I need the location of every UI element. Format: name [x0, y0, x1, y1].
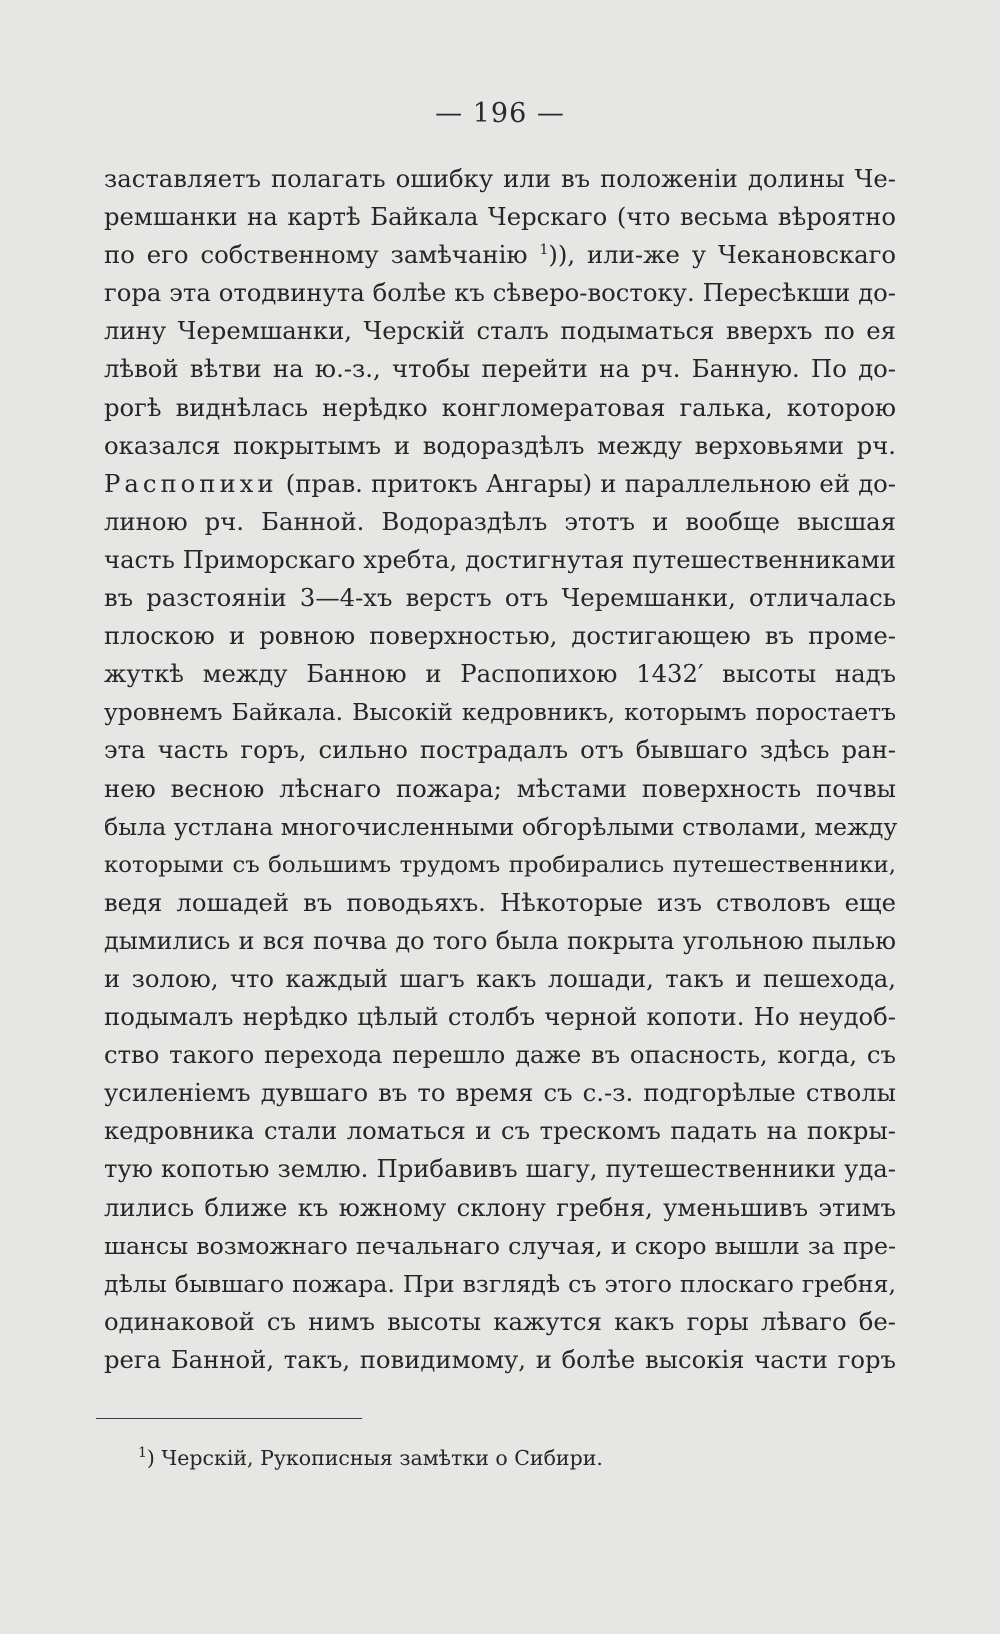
- footnote-marker: 1: [138, 1445, 147, 1462]
- text-line: оказался покрытымъ и водораздѣлъ между верховьями рч.: [104, 430, 896, 460]
- text-line: которыми съ большимъ трудомъ пробирались путешественники,: [104, 851, 896, 878]
- footnote-text: ) Черскій, Рукописныя замѣтки о Сибири.: [146, 1446, 603, 1470]
- text-line: уровнемъ Байкала. Высокій кедровникъ, которымъ поростаетъ: [104, 698, 896, 727]
- spaced-place-name: Распопихи: [104, 468, 278, 498]
- text-line: эта часть горъ, сильно пострадалъ отъ бывшаго здѣсь ран-: [104, 735, 896, 765]
- text-line: заставляетъ полагать ошибку или въ положеніи долины Че-: [104, 164, 896, 193]
- text-line: и золою, что каждый шагъ какъ лошади, такъ и пешехода,: [104, 963, 896, 993]
- text-line: въ разстояніи 3—4-хъ верстъ отъ Черемшанки, отличалась: [104, 583, 896, 613]
- text-line: лѣвой вѣтви на ю.-з., чтобы перейти на рч. Банную. По до-: [104, 354, 896, 384]
- text-line: гора эта отодвинута болѣе къ сѣверо-востоку. Пересѣкши до-: [104, 278, 896, 308]
- text-line: была устлана многочисленными обгорѣлыми стволами, между: [104, 812, 898, 841]
- text-line: нею весною лѣснаго пожара; мѣстами поверхность почвы: [104, 773, 896, 803]
- text-line: плоскою и ровною поверхностью, достигающею въ проме-: [104, 621, 896, 651]
- text-line: рега Банной, такъ, повидимому, и болѣе высокія части горъ: [104, 1344, 896, 1374]
- text-line: ремшанки на картѣ Байкала Черскаго (что весьма вѣроятно: [104, 202, 896, 232]
- text-line: кедровника стали ломаться и съ трескомъ падать на покры-: [104, 1116, 896, 1146]
- text-line: шансы возможнаго печальнаго случая, и скоро вышли за пре-: [104, 1231, 896, 1260]
- text-line: одинаковой съ нимъ высоты кажутся какъ горы лѣваго бе-: [104, 1306, 896, 1336]
- text-line: дымились и вся почва до того была покрыта угольною пылью: [104, 926, 896, 955]
- body-text: [104, 160, 896, 1379]
- footnote: [138, 1446, 603, 1470]
- text-line: лину Черемшанки, Черскій сталъ подыматься вверхъ по ея: [104, 316, 896, 346]
- text-line: жуткѣ между Банною и Распопихою 1432′ высоты надъ: [104, 659, 896, 689]
- text-line: усиленіемъ дувшаго въ то время съ с.-з. подгорѣлые стволы: [104, 1078, 896, 1108]
- footnote-reference: 1: [539, 242, 549, 259]
- text-segment: )), или-же у Чекановскаго: [548, 240, 896, 270]
- text-segment: по его собственному замѣчанію: [104, 240, 540, 270]
- footnote-divider: [96, 1418, 362, 1419]
- page-number: — 196 —: [435, 98, 565, 129]
- text-line: [104, 465, 896, 503]
- text-line: дѣлы бывшаго пожара. При взглядѣ съ этого плоскаго гребня,: [104, 1269, 896, 1298]
- text-line: линою рч. Банной. Водораздѣлъ этотъ и вообще высшая: [104, 506, 896, 536]
- text-line: тую копотью землю. Прибавивъ шагу, путешественники уда-: [104, 1154, 896, 1184]
- text-line: ведя лошадей въ поводьяхъ. Нѣкоторые изъ стволовъ еще: [104, 887, 896, 917]
- text-line: рогѣ виднѣлась нерѣдко конгломератовая галька, которою: [104, 392, 896, 422]
- text-line: [104, 236, 896, 274]
- text-line: подымалъ нерѣдко цѣлый столбъ черной копоти. Но неудоб-: [104, 1002, 896, 1032]
- text-line: лились ближе къ южному склону гребня, уменьшивъ этимъ: [104, 1192, 896, 1222]
- text-segment: (прав. притокъ Ангары) и параллельною ей до-: [277, 468, 896, 498]
- text-line: ство такого перехода перешло даже въ опасность, когда, съ: [104, 1040, 896, 1070]
- text-line: часть Приморскаго хребта, достигнутая путешественниками: [104, 544, 896, 574]
